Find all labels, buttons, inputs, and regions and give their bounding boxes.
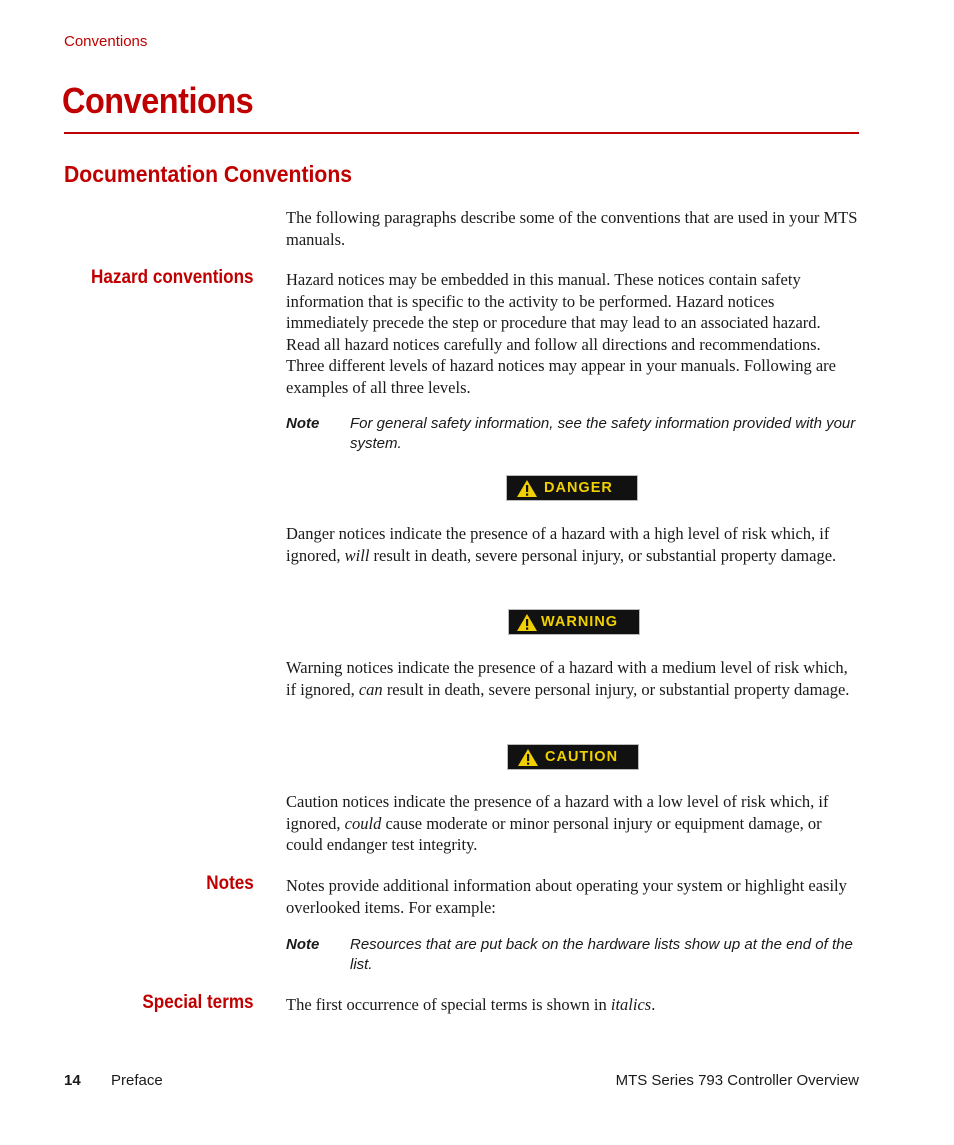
hazard-conventions-heading: Hazard conventions (91, 267, 254, 288)
caution-text-after: cause moderate or minor personal injury or equipment damage, or could endanger test integrity. (286, 813, 822, 854)
running-head: Conventions (64, 33, 148, 50)
caution-text-before: Caution notices indicate the presence of a hazard with a low level of risk which, if ignored, (286, 792, 829, 833)
warning-text-before: Warning notices indicate the presence of a hazard with a medium level of risk which, if ignored, (286, 658, 848, 699)
danger-label-box (506, 475, 638, 501)
danger-emphasis: will (344, 545, 370, 565)
danger-label: DANGER (544, 480, 613, 496)
warning-triangle-icon (516, 613, 538, 632)
chapter-divider (64, 132, 859, 134)
warning-label: WARNING (541, 614, 619, 630)
section-title: Documentation Conventions (64, 161, 353, 187)
special-terms-emphasis: italics (610, 995, 652, 1014)
special-terms-text-after: . (651, 995, 656, 1014)
notes-paragraph: Notes provide additional information about operating your system or highlight easily overlooked items. For example: (286, 876, 847, 917)
note-label: Note (286, 936, 320, 953)
danger-text-after: result in death, severe personal injury, or substantial property damage. (369, 545, 837, 565)
caution-emphasis: could (344, 813, 382, 833)
warning-paragraph (286, 657, 858, 700)
page-number: 14 (64, 1072, 81, 1089)
warning-triangle-icon (517, 748, 539, 767)
caution-label: CAUTION (545, 749, 619, 765)
special-terms-heading: Special terms (142, 992, 254, 1013)
chapter-title: Conventions (62, 80, 254, 121)
warning-label-box (508, 609, 640, 635)
danger-text-before: Danger notices indicate the presence of a hazard with a high level of risk which, if ignored, (286, 524, 830, 565)
footer-section: Preface (111, 1072, 163, 1089)
note-text: For general safety information, see the safety information provided with your system. (350, 415, 856, 452)
notes-heading: Notes (206, 873, 254, 894)
danger-paragraph (286, 523, 858, 566)
note-text: Resources that are put back on the hardware lists show up at the end of the list. (350, 936, 853, 973)
caution-paragraph (286, 791, 858, 856)
example-note (286, 935, 861, 974)
footer-product: MTS Series 793 Controller Overview (615, 1072, 859, 1089)
intro-paragraph: The following paragraphs describe some of the conventions that are used in your MTS manuals. (286, 208, 858, 249)
note-label: Note (286, 415, 320, 432)
special-terms-text-before: The first occurrence of special terms is shown in (286, 995, 611, 1014)
caution-label-box (507, 744, 639, 770)
special-terms-paragraph (286, 994, 858, 1016)
warning-emphasis: can (358, 679, 383, 699)
warning-text-after: result in death, severe personal injury, or substantial property damage. (382, 679, 850, 699)
warning-triangle-icon (516, 479, 538, 498)
hazard-note (286, 414, 861, 453)
hazard-conventions-paragraph: Hazard notices may be embedded in this manual. These notices contain safety information that is specific to the activity to be performed. Hazard notices immediately precede the step or procedure that may lead to an associated hazard. Read all hazard notices carefully and follow all directions and recommendations. Three different levels of hazard notices may appear in your manuals. Following are examples of all three levels. (286, 270, 836, 397)
